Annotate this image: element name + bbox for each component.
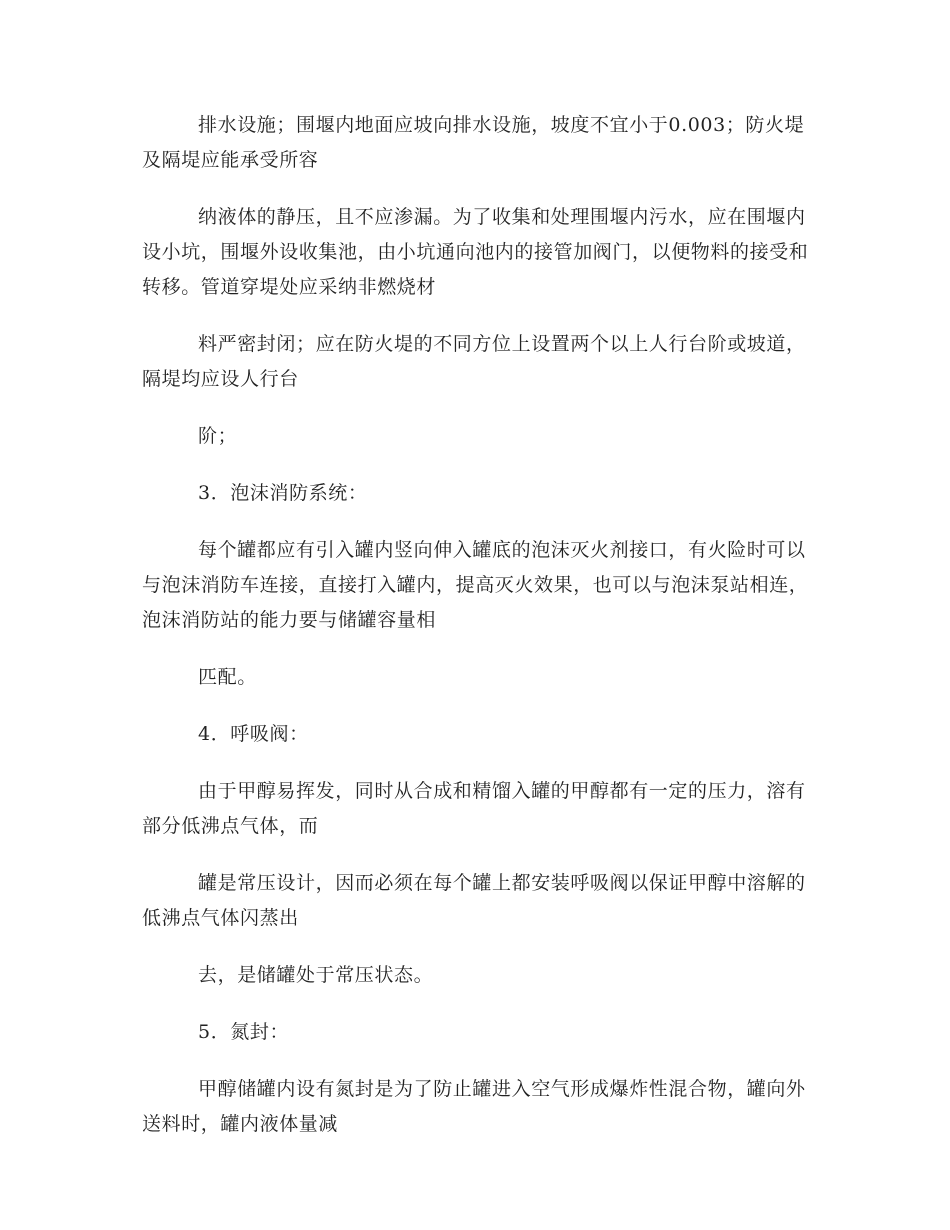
heading-nitrogen-seal: 5．氮封： bbox=[198, 1021, 290, 1043]
paragraph-atmospheric-design: 罐是常压设计，因而必须在每个罐上都安装呼吸阀以保证甲醇中溶解的低沸点气体闪蒸出 bbox=[142, 872, 806, 929]
document-body bbox=[142, 108, 810, 1164]
heading-foam-fire-system: 3．泡沫消防系统： bbox=[198, 482, 368, 504]
paragraph-foam-inlet: 每个罐都应有引入罐内竖向伸入罐底的泡沫灭火剂接口，有火险时可以与泡沫消防车连接，直接打入罐内，提高灭火效果，也可以与泡沫泵站相连，泡沫消防站的能力要与储罐容量相 bbox=[142, 539, 809, 631]
paragraph-foam-match: 匹配。 bbox=[198, 666, 257, 688]
paragraph-steps-end: 阶； bbox=[198, 425, 238, 447]
paragraph-methanol-volatile: 由于甲醇易挥发，同时从合成和精馏入罐的甲醇都有一定的压力，溶有部分低沸点气体，而 bbox=[142, 780, 806, 837]
paragraph-nitrogen-seal: 甲醇储罐内设有氮封是为了防止罐进入空气形成爆炸性混合物，罐向外送料时，罐内液体量减 bbox=[142, 1078, 806, 1135]
paragraph-atmospheric-state: 去，是储罐处于常压状态。 bbox=[198, 964, 434, 986]
paragraph-drainage: 排水设施；围堰内地面应坡向排水设施，坡度不宜小于0.003；防火堤及隔堤应能承受所容 bbox=[142, 114, 805, 171]
paragraph-static-pressure: 纳液体的静压，且不应渗漏。为了收集和处理围堰内污水，应在围堰内设小坑，围堰外设收集池，由小坑通向池内的接管加阀门，以便物料的接受和转移。管道穿堤处应采纳非燃烧材 bbox=[142, 206, 809, 298]
heading-breather-valve: 4．呼吸阀： bbox=[198, 723, 309, 745]
paragraph-seal-steps: 料严密封闭；应在防火堤的不同方位上设置两个以上人行台阶或坡道，隔堤均应设人行台 bbox=[142, 333, 806, 390]
